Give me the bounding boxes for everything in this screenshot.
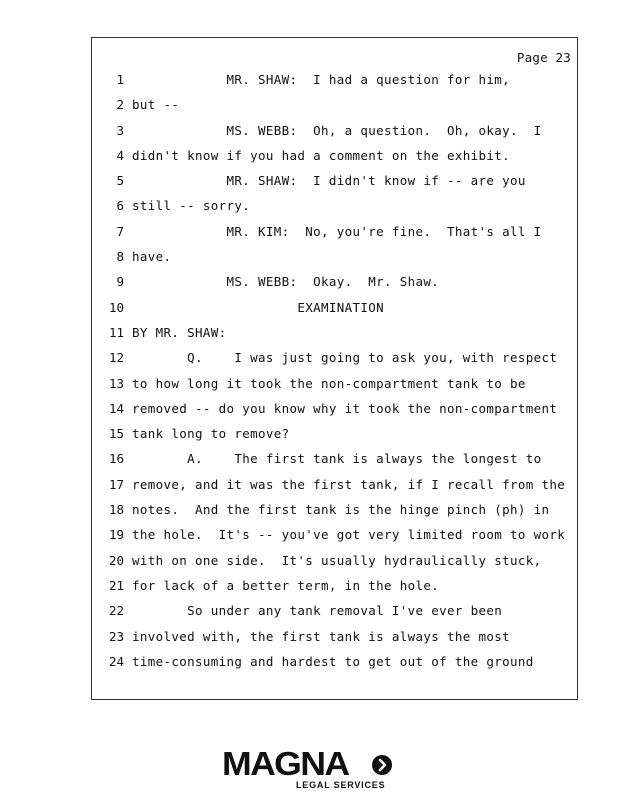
line-text: have. (132, 249, 172, 265)
transcript-line (92, 655, 577, 680)
chevron-right-circle-icon (372, 755, 392, 775)
line-text: MR. KIM: No, you're fine. That's all I (132, 223, 542, 239)
line-text: notes. And the first tank is the hinge pinch (ph) in (132, 502, 550, 518)
transcript-line (92, 174, 577, 199)
line-text: involved with, the first tank is always the most (132, 628, 511, 644)
line-text: remove, and it was the first tank, if I recall from the (132, 476, 566, 492)
logo-subtitle: LEGAL SERVICES (296, 780, 386, 790)
line-text: BY MR. SHAW: (132, 324, 227, 340)
line-number: 19 (108, 527, 124, 543)
transcript-line (92, 199, 577, 224)
line-number: 7 (116, 223, 124, 239)
line-number: 2 (116, 97, 124, 113)
line-number: 18 (108, 502, 124, 518)
line-number: 23 (108, 628, 124, 644)
line-number: 1 (116, 72, 124, 87)
transcript-line (92, 630, 577, 655)
line-text: EXAMINATION (132, 299, 385, 315)
transcript-line (92, 427, 577, 452)
page-number: Page 23 (516, 50, 571, 65)
line-text: the hole. It's -- you've got very limited room to work (132, 527, 566, 543)
transcript-lines (92, 73, 577, 680)
line-number: 11 (108, 324, 124, 340)
line-text: to how long it took the non-compartment tank to be (132, 375, 526, 391)
line-text: MS. WEBB: Okay. Mr. Shaw. (132, 274, 440, 290)
transcript-line (92, 402, 577, 427)
line-text: MS. WEBB: Oh, a question. Oh, okay. I (132, 122, 542, 138)
line-number: 4 (116, 147, 124, 163)
line-number: 8 (116, 249, 124, 265)
transcript-line (92, 452, 577, 477)
transcript-line (92, 478, 577, 503)
transcript-line (92, 98, 577, 123)
line-number: 12 (108, 350, 124, 366)
transcript-line (92, 351, 577, 376)
line-number: 24 (108, 653, 124, 669)
line-text: didn't know if you had a comment on the exhibit. (132, 147, 511, 163)
transcript-line (92, 503, 577, 528)
line-number: 9 (116, 274, 124, 290)
line-number: 21 (108, 577, 124, 593)
line-number: 13 (108, 375, 124, 391)
line-number: 17 (108, 476, 124, 492)
line-text: time-consuming and hardest to get out of the ground (132, 653, 534, 669)
line-number: 15 (108, 426, 124, 442)
transcript-line (92, 73, 577, 98)
line-number: 5 (116, 173, 124, 189)
line-text: tank long to remove? (132, 426, 290, 442)
transcript-line (92, 604, 577, 629)
line-text: MR. SHAW: I didn't know if -- are you (132, 173, 526, 189)
line-text: Q. I was just going to ask you, with respect (132, 350, 558, 366)
line-number: 20 (108, 552, 124, 568)
line-number: 6 (116, 198, 124, 214)
transcript-page (91, 37, 578, 700)
transcript-line (92, 149, 577, 174)
transcript-line (92, 528, 577, 553)
transcript-line (92, 301, 577, 326)
transcript-line (92, 579, 577, 604)
transcript-line (92, 326, 577, 351)
line-text: for lack of a better term, in the hole. (132, 577, 440, 593)
line-number: 3 (116, 122, 124, 138)
line-number: 14 (108, 400, 124, 416)
line-text: So under any tank removal I've ever been (132, 603, 503, 619)
logo-wordmark: MAGNA (222, 745, 349, 782)
line-text: MR. SHAW: I had a question for him, (132, 72, 511, 87)
line-text: removed -- do you know why it took the non-compartment (132, 400, 558, 416)
transcript-line (92, 250, 577, 275)
line-number: 16 (108, 451, 124, 467)
magna-logo (222, 746, 397, 794)
line-text: but -- (132, 97, 180, 113)
line-text: A. The first tank is always the longest to (132, 451, 542, 467)
transcript-line (92, 124, 577, 149)
transcript-line (92, 377, 577, 402)
transcript-line (92, 275, 577, 300)
line-text: with on one side. It's usually hydraulically stuck, (132, 552, 542, 568)
transcript-line (92, 225, 577, 250)
transcript-line (92, 554, 577, 579)
line-number: 10 (108, 299, 124, 315)
line-text: still -- sorry. (132, 198, 251, 214)
line-number: 22 (108, 603, 124, 619)
